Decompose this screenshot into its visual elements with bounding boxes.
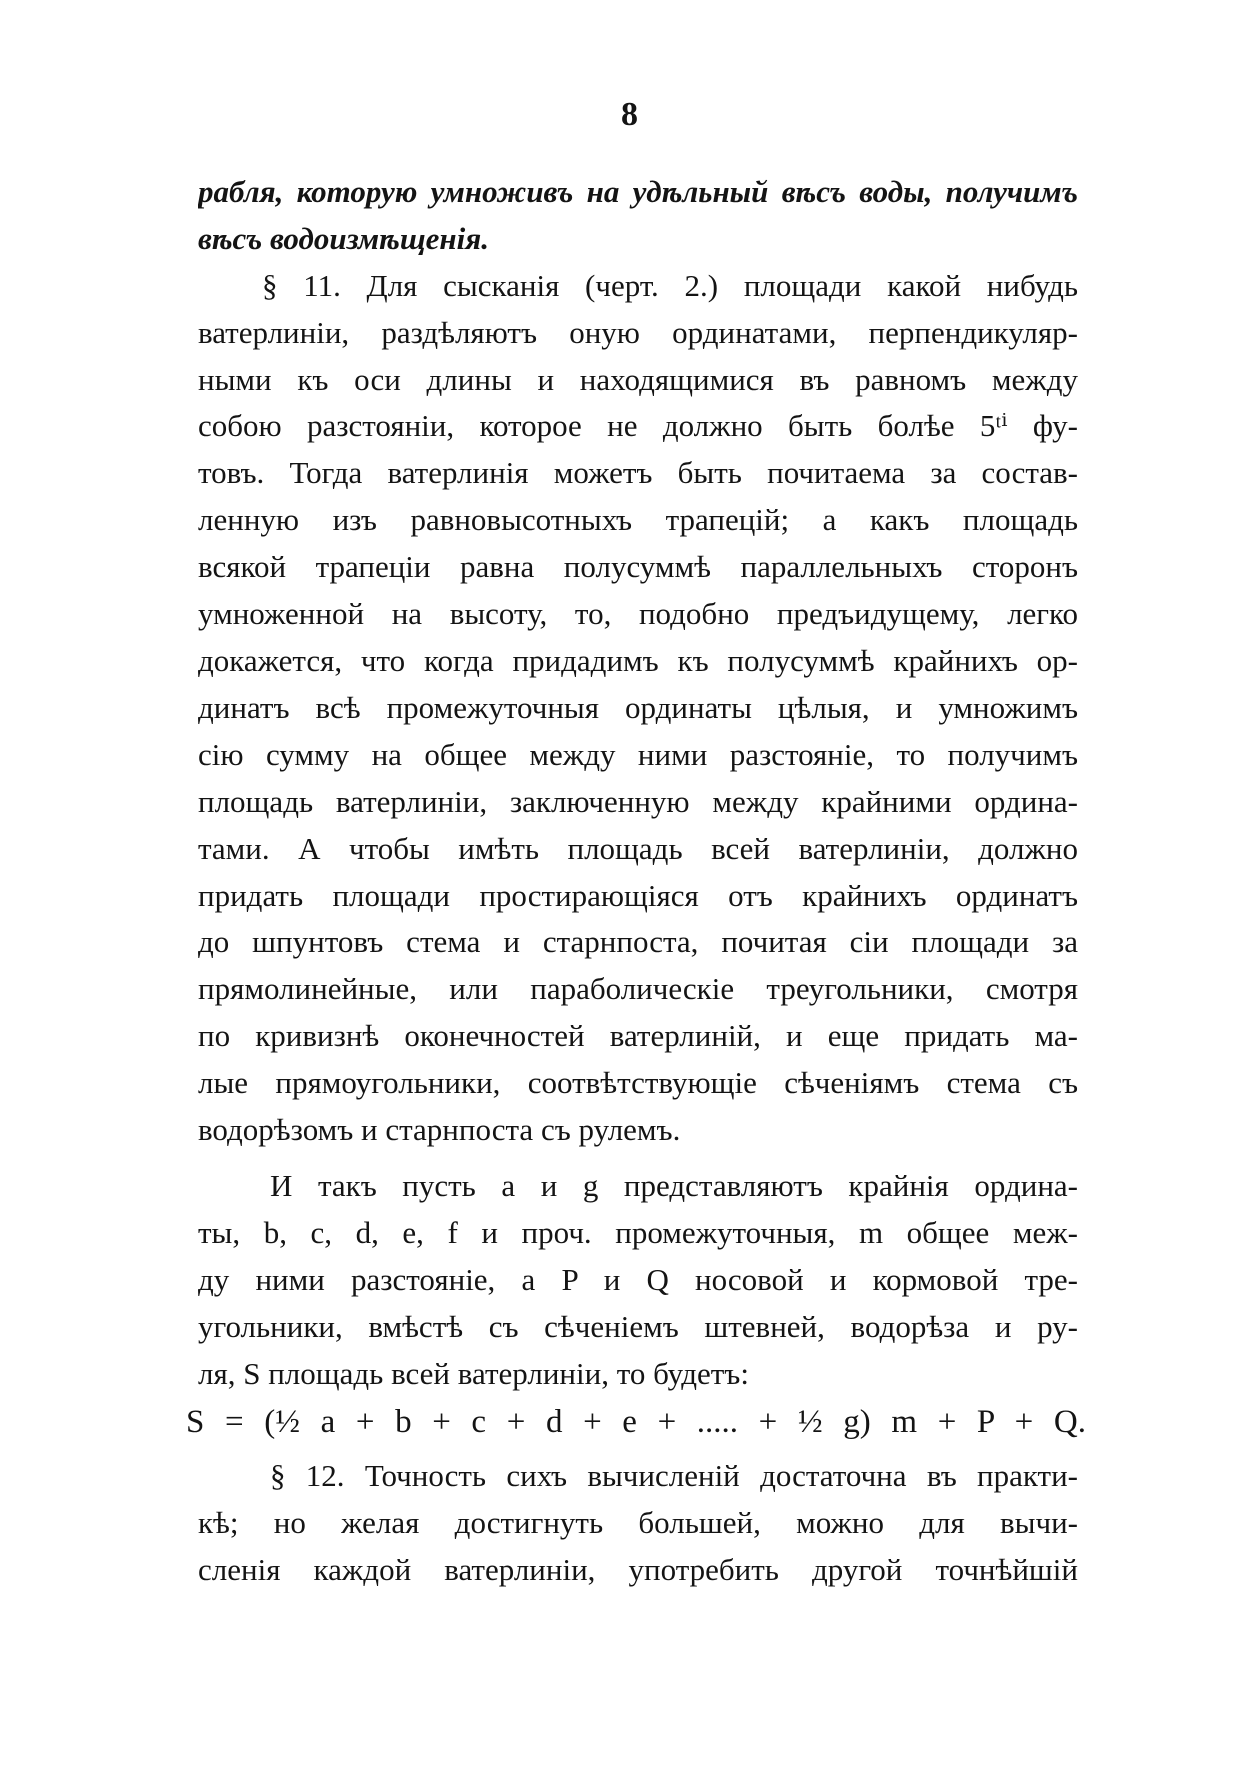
text-line: товъ. Тогда ватерлинія можетъ быть почитаема за состав- <box>198 455 1078 490</box>
text-line: собою разстояніи, которое не должно быть болѣе 5ᵗⁱ фу- <box>198 408 1078 443</box>
text-line: ля, S площадь всей ватерлиніи, то будетъ: <box>198 1356 749 1391</box>
text-line: ты, b, c, d, e, f и проч. промежуточныя, m общее меж- <box>198 1215 1078 1250</box>
text-line: вѣсъ водоизмѣщенія. <box>198 221 489 256</box>
text-line: площадь ватерлиніи, заключенную между крайними ордина- <box>198 784 1078 819</box>
text-line: лые прямоугольники, соотвѣтствующіе сѣченіямъ стема съ <box>198 1065 1078 1100</box>
text-line: сію сумму на общее между ними разстояніе, то получимъ <box>198 737 1078 772</box>
text-line: угольники, вмѣстѣ съ сѣченіемъ штевней, водорѣза и ру- <box>198 1309 1078 1344</box>
text-line: сленія каждой ватерлиніи, употребить другой точнѣйшій <box>198 1552 1078 1587</box>
text-line: докажется, что когда придадимъ къ полусуммѣ крайнихъ ор- <box>198 643 1078 678</box>
text-line: ными къ оси длины и находящимися въ равномъ между <box>198 362 1078 397</box>
text-line: динатъ всѣ промежуточныя ординаты цѣлыя, и умножимъ <box>198 690 1078 725</box>
paragraph-start-line: И такъ пусть a и g представляютъ крайнія ордина- <box>270 1168 1078 1203</box>
text-line: рабля, которую умноживъ на удѣльный вѣсъ воды, получимъ <box>198 174 1078 209</box>
paragraph-12-heading-line: § 12. Точность сихъ вычисленій достаточна въ практи- <box>270 1458 1078 1493</box>
waterline-area-formula: S = (½ a + b + c + d + e + ..... + ½ g) m + P + Q. <box>186 1404 1086 1440</box>
text-line: прямолинейные, или параболическіе треугольники, смотря <box>198 971 1078 1006</box>
text-line: водорѣзомъ и старнпоста съ рулемъ. <box>198 1112 681 1147</box>
paragraph-11-heading-line: § 11. Для сысканія (черт. 2.) площади какой нибудь <box>262 268 1078 303</box>
text-line: тами. А чтобы имѣть площадь всей ватерлиніи, должно <box>198 831 1078 866</box>
text-line: кѣ; но желая достигнуть большей, можно для вычи- <box>198 1505 1078 1540</box>
text-line: ленную изъ равновысотныхъ трапецій; а какъ площадь <box>198 502 1078 537</box>
page-number: 8 <box>621 96 638 133</box>
text-line: ду ними разстояніе, а P и Q носовой и кормовой тре- <box>198 1262 1078 1297</box>
text-line: умноженной на высоту, то, подобно предъидущему, легко <box>198 596 1078 631</box>
text-line: ватерлиніи, раздѣляютъ оную ординатами, перпендикуляр- <box>198 315 1078 350</box>
text-line: до шпунтовъ стема и старнпоста, почитая сіи площади за <box>198 924 1078 959</box>
text-line: всякой трапеціи равна полусуммѣ параллельныхъ сторонъ <box>198 549 1078 584</box>
text-line: придать площади простирающіяся отъ крайнихъ ординатъ <box>198 878 1078 913</box>
text-line: по кривизнѣ оконечностей ватерлиній, и еще придать ма- <box>198 1018 1078 1053</box>
